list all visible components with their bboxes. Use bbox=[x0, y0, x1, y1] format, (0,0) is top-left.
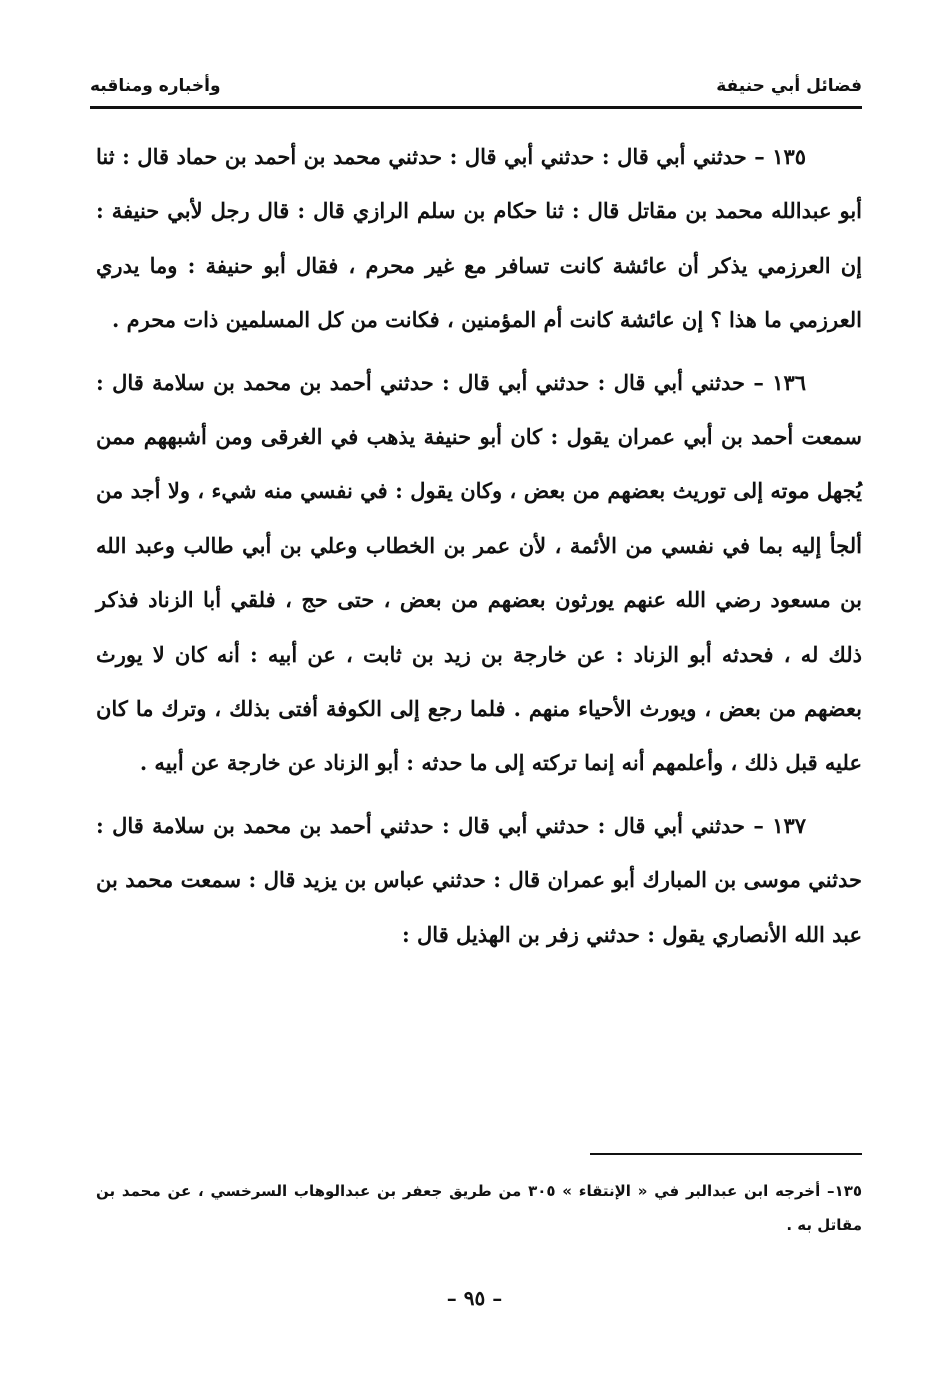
main-text bbox=[96, 130, 862, 970]
header-section-title: وأخباره ومناقبه bbox=[90, 76, 221, 96]
page-number: – ٩٥ – bbox=[446, 1286, 503, 1310]
hadith-text: حدثني أبي قال : حدثني أبي قال : حدثني أحمد بن محمد بن سلامة قال : سمعت أحمد بن أبي عمران يقول : كان أبو حنيفة يذهب في الغرقى ومن أشبههم ممن يُجهل موته إلى توريث بعضهم من بعض ، وكان يقول : في نفسي منه شيء ، ولا أجد من ألجأ إليه بما في نفسي من الأئمة ، لأن عمر بن الخطاب وعلي بن أبي طالب وعبد الله بن مسعود رضي الله عنهم يورثون بعضهم من بعض ، حتى حج ، فلقي أبا الزناد فذكر ذلك له ، فحدثه أبو الزناد : عن خارجة بن زيد بن ثابت ، عن أبيه : أنه كان لا يورث بعضهم من بعض ، ويورث الأحياء منهم . فلما رجع إلى الكوفة أفتى بذلك ، وترك ما كان عليه قبل ذلك ، وأعلمهم أنه إنما تركته إلى ما حدثه : أبو الزناد عن خارجة عن أبيه . bbox=[96, 369, 862, 776]
hadith-number: ١٣٦ – bbox=[753, 369, 807, 395]
hadith-text: حدثني أبي قال : حدثني أبي قال : حدثني محمد بن أحمد بن حماد قال : ثنا أبو عبدالله محمد بن مقاتل قال : ثنا حكام بن سلم الرازي قال : قال رجل لأبي حنيفة : إن العرزمي يذكر أن عائشة كانت تسافر مع غير محرم ، فقال أبو حنيفة : وما يدري العرزمي ما هذا ؟ إن عائشة كانت أم المؤمنين ، فكانت من كل المسلمين ذات محرم . bbox=[96, 144, 862, 333]
hadith-number: ١٣٧ – bbox=[753, 812, 807, 838]
hadith-text: حدثني أبي قال : حدثني أبي قال : حدثني أحمد بن محمد بن سلامة قال : حدثني موسى بن المبارك أبو عمران قال : حدثني عباس بن يزيد قال : سمعت محمد بن عبد الله الأنصاري يقول : حدثني زفر بن الهذيل قال : bbox=[96, 812, 862, 947]
header-book-title: فضائل أبي حنيفة bbox=[716, 76, 862, 96]
footnote-135: ١٣٥– أخرجه ابن عبدالبر في « الإنتقاء » ٣٠٥ من طريق جعفر بن عبدالوهاب السرخسي ، عن محمد بن مقاتل به . bbox=[96, 1182, 863, 1234]
hadith-137 bbox=[96, 799, 862, 962]
running-header bbox=[90, 72, 862, 109]
hadith-135 bbox=[96, 130, 862, 348]
footnote-divider bbox=[590, 1153, 862, 1155]
hadith-136 bbox=[96, 356, 862, 791]
hadith-number: ١٣٥ – bbox=[754, 144, 807, 169]
